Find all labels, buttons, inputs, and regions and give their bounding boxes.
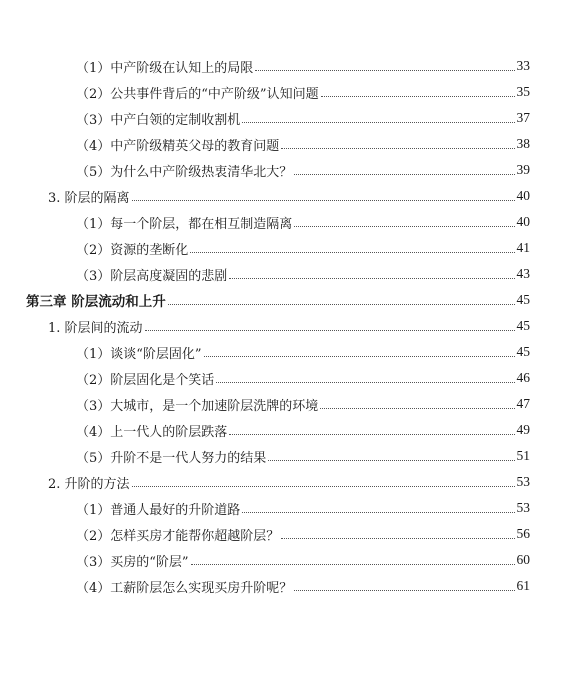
toc-entry-page: 33 bbox=[516, 58, 530, 73]
toc-entry[interactable] bbox=[0, 235, 576, 261]
dot-leader bbox=[229, 434, 514, 435]
toc-entry-label: （2）资源的垄断化 bbox=[76, 242, 189, 258]
toc-entry-label: （3）中产白领的定制收割机 bbox=[76, 112, 241, 128]
dot-leader bbox=[191, 564, 515, 565]
toc-entry-page: 45 bbox=[516, 344, 530, 359]
dot-leader bbox=[168, 304, 515, 305]
toc-entry-page: 37 bbox=[516, 110, 530, 125]
toc-entry-page: 45 bbox=[516, 318, 530, 333]
dot-leader bbox=[294, 174, 514, 175]
dot-leader bbox=[242, 122, 514, 123]
toc-entry[interactable] bbox=[0, 573, 576, 599]
dot-leader bbox=[145, 330, 515, 331]
toc-entry-page: 38 bbox=[516, 136, 530, 151]
toc-section-entry[interactable] bbox=[0, 469, 576, 495]
toc-entry-label: （2）阶层固化是个笑话 bbox=[76, 372, 215, 388]
toc-entry-label: （2）怎样买房才能帮你超越阶层？ bbox=[76, 528, 280, 544]
toc-entry[interactable] bbox=[0, 157, 576, 183]
toc-entry[interactable] bbox=[0, 391, 576, 417]
toc-entry[interactable] bbox=[0, 79, 576, 105]
toc-entry-page: 56 bbox=[516, 526, 530, 541]
toc-entry[interactable] bbox=[0, 365, 576, 391]
toc-entry-label: （1）谈谈“阶层固化” bbox=[76, 346, 202, 362]
toc-entry[interactable] bbox=[0, 521, 576, 547]
dot-leader bbox=[321, 96, 515, 97]
dot-leader bbox=[132, 486, 515, 487]
dot-leader bbox=[320, 408, 514, 409]
toc-entry-label: 3. 阶层的隔离 bbox=[48, 190, 130, 206]
toc-entry-label: 2. 升阶的方法 bbox=[48, 476, 130, 492]
dot-leader bbox=[229, 278, 514, 279]
toc-section-entry[interactable] bbox=[0, 313, 576, 339]
toc-entry[interactable] bbox=[0, 53, 576, 79]
toc-entry-label: （3）大城市，是一个加速阶层洗牌的环境 bbox=[76, 398, 319, 414]
dot-leader bbox=[281, 538, 514, 539]
toc-entry-label: （4）工薪阶层怎么实现买房升阶呢？ bbox=[76, 580, 293, 596]
toc-entry-page: 40 bbox=[516, 188, 530, 203]
toc-entry-page: 51 bbox=[516, 448, 530, 463]
toc-entry-label: （4）中产阶级精英父母的教育问题 bbox=[76, 138, 280, 154]
toc-entry-label: 1. 阶层间的流动 bbox=[48, 320, 143, 336]
toc-entry-page: 53 bbox=[516, 500, 530, 515]
toc-entry-label: （5）升阶不是一代人努力的结果 bbox=[76, 450, 267, 466]
dot-leader bbox=[294, 590, 514, 591]
toc-entry-page: 61 bbox=[516, 578, 530, 593]
toc-entry-page: 41 bbox=[516, 240, 530, 255]
toc-entry[interactable] bbox=[0, 495, 576, 521]
dot-leader bbox=[216, 382, 514, 383]
dot-leader bbox=[242, 512, 514, 513]
dot-leader bbox=[204, 356, 515, 357]
toc-entry-page: 60 bbox=[516, 552, 530, 567]
toc-entry-label: （2）公共事件背后的“中产阶级”认知问题 bbox=[76, 86, 319, 102]
toc-entry-page: 47 bbox=[516, 396, 530, 411]
toc-entry-page: 46 bbox=[516, 370, 530, 385]
dot-leader bbox=[132, 200, 515, 201]
toc-entry-page: 45 bbox=[516, 292, 530, 307]
toc-entry-page: 49 bbox=[516, 422, 530, 437]
toc-entry-label: （3）买房的“阶层” bbox=[76, 554, 189, 570]
toc-entry-label: （4）上一代人的阶层跌落 bbox=[76, 424, 228, 440]
toc-entry[interactable] bbox=[0, 339, 576, 365]
dot-leader bbox=[190, 252, 514, 253]
toc-entry[interactable] bbox=[0, 417, 576, 443]
toc-entry-label: 第三章 阶层流动和上升 bbox=[26, 294, 166, 310]
toc-entry-page: 53 bbox=[516, 474, 530, 489]
dot-leader bbox=[268, 460, 514, 461]
toc-entry[interactable] bbox=[0, 131, 576, 157]
toc-entry-page: 39 bbox=[516, 162, 530, 177]
toc-entry-label: （5）为什么中产阶级热衷清华北大？ bbox=[76, 164, 293, 180]
dot-leader bbox=[255, 70, 514, 71]
toc-chapter-entry[interactable] bbox=[0, 287, 576, 313]
dot-leader bbox=[281, 148, 514, 149]
toc-entry-page: 40 bbox=[516, 214, 530, 229]
toc-section-entry[interactable] bbox=[0, 183, 576, 209]
toc-entry[interactable] bbox=[0, 547, 576, 573]
toc-entry-label: （1）普通人最好的升阶道路 bbox=[76, 502, 241, 518]
toc-entry[interactable] bbox=[0, 443, 576, 469]
toc-entry-label: （1）中产阶级在认知上的局限 bbox=[76, 60, 254, 76]
toc-entry[interactable] bbox=[0, 105, 576, 131]
toc-entry-label: （1）每一个阶层，都在相互制造隔离 bbox=[76, 216, 293, 232]
toc-entry-page: 35 bbox=[516, 84, 530, 99]
toc-entry[interactable] bbox=[0, 209, 576, 235]
table-of-contents bbox=[0, 53, 576, 599]
toc-entry[interactable] bbox=[0, 261, 576, 287]
toc-entry-page: 43 bbox=[516, 266, 530, 281]
toc-entry-label: （3）阶层高度凝固的悲剧 bbox=[76, 268, 228, 284]
dot-leader bbox=[294, 226, 514, 227]
